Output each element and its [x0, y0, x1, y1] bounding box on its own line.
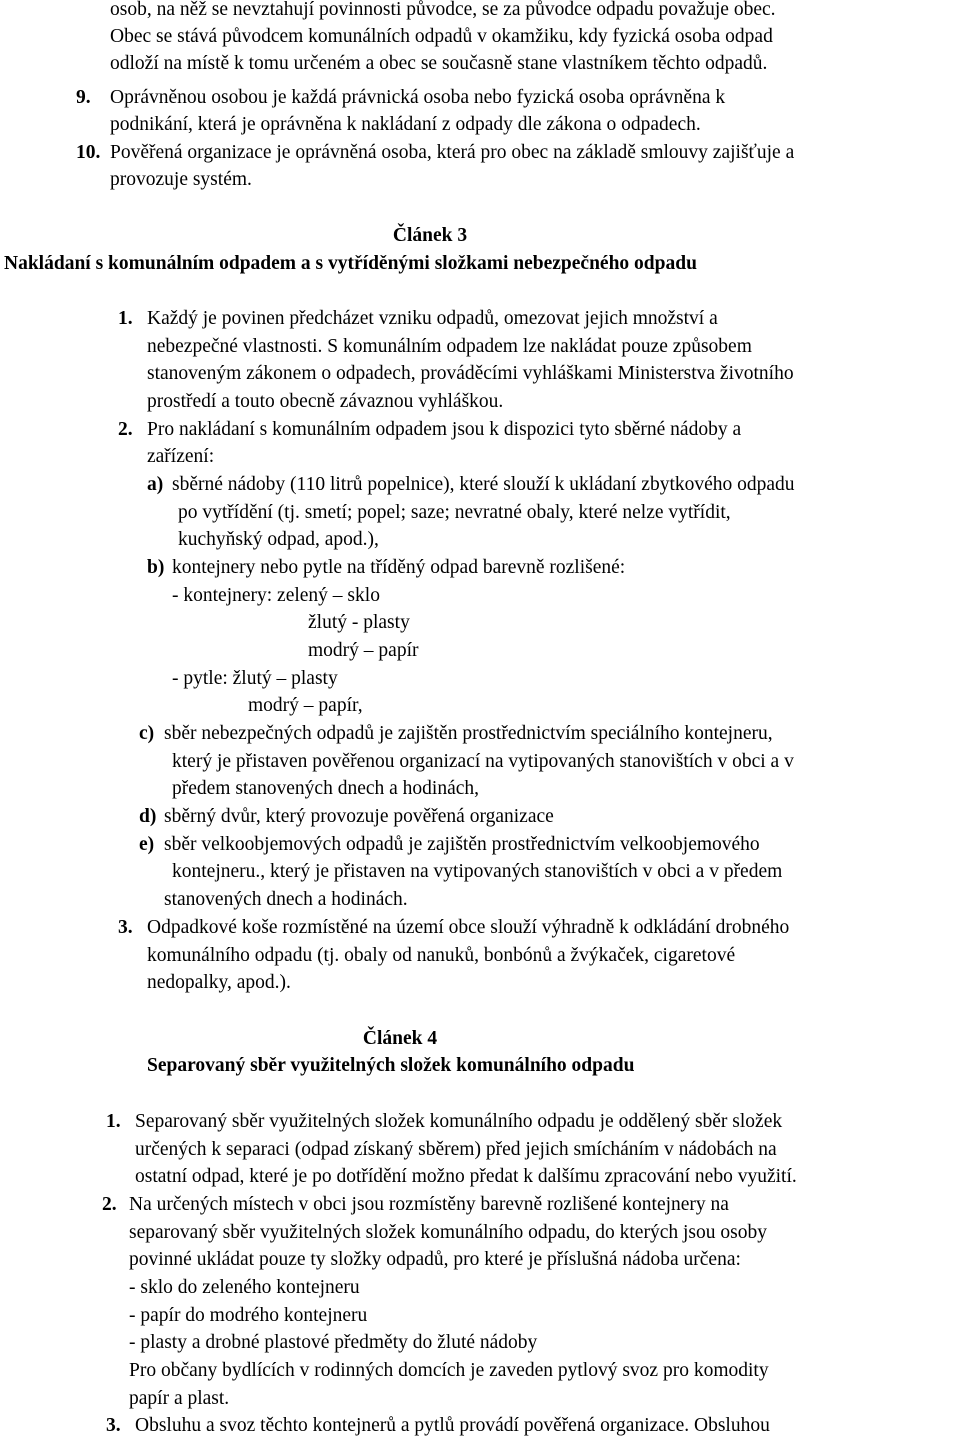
item-number: 1.: [118, 308, 133, 329]
list-line: - plasty a drobné plastové předměty do žluté nádoby: [129, 1332, 538, 1353]
paragraph-line: stanoveným zákonem o odpadech, prováděcími vyhláškami Ministerstva životního: [147, 363, 794, 384]
item-number: 3.: [106, 1415, 121, 1436]
paragraph-line: určených k separaci (odpad získaný sběrem) před jejich smícháním v nádobách na: [135, 1139, 777, 1160]
paragraph-line: po vytřídění (tj. smetí; popel; saze; nevratné obaly, které nelze vytřídit,: [178, 502, 731, 523]
item-number: 10.: [76, 142, 101, 163]
paragraph-line: Každý je povinen předcházet vzniku odpadů, omezovat jejich množství a: [147, 308, 718, 329]
paragraph-line: zařízení:: [147, 446, 215, 467]
subitem-label: d): [139, 806, 157, 827]
paragraph-line: nebezpečné vlastnosti. S komunálním odpadem lze nakládat pouze způsobem: [147, 336, 752, 357]
paragraph-line: papír a plast.: [129, 1388, 230, 1409]
article-subtitle: Separovaný sběr využitelných složek komunálního odpadu: [147, 1055, 635, 1076]
paragraph-line: prostředí a touto obecně závaznou vyhláškou.: [147, 391, 504, 412]
list-line: - kontejnery: zelený – sklo: [172, 585, 380, 606]
item-number: 1.: [106, 1111, 121, 1132]
paragraph-line: ostatní odpad, které je po dotřídění možno předat k dalšímu zpracování nebo využití.: [135, 1166, 797, 1187]
paragraph-line: kuchyňský odpad, apod.),: [178, 529, 379, 550]
paragraph-line: kontejneru., který je přistaven na vytipovaných stanovištích v obci a v předem: [172, 861, 783, 882]
paragraph-line: Oprávněnou osobou je každá právnická osoba nebo fyzická osoba oprávněna k: [110, 87, 726, 108]
item-number: 2.: [118, 419, 133, 440]
paragraph-line: odloží na místě k tomu určeném a obec se současně stane vlastníkem těchto odpadů.: [110, 53, 768, 74]
paragraph-line: sběr velkoobjemových odpadů je zajištěn prostřednictvím velkoobjemového: [164, 834, 760, 855]
paragraph-line: osob, na něž se nevztahují povinnosti původce, se za původce odpadu považuje obec.: [110, 0, 776, 20]
list-line: žlutý - plasty: [308, 612, 410, 633]
paragraph-line: provozuje systém.: [110, 169, 252, 190]
subitem-label: c): [139, 723, 155, 744]
paragraph-line: sběr nebezpečných odpadů je zajištěn prostřednictvím speciálního kontejneru,: [164, 723, 773, 744]
paragraph-line: komunálního odpadu (tj. obaly od nanuků, bonbónů a žvýkaček, cigaretové: [147, 945, 736, 966]
list-line: - pytle: žlutý – plasty: [172, 668, 338, 689]
list-line: modrý – papír,: [248, 695, 363, 716]
paragraph-line: podnikání, která je oprávněna k nakládaní z odpady dle zákona o odpadech.: [110, 114, 701, 135]
paragraph-line: Pro občany bydlících v rodinných domcích je zaveden pytlový svoz pro komodity: [129, 1360, 769, 1381]
subitem-label: b): [147, 557, 165, 578]
list-line: modrý – papír: [308, 640, 419, 661]
paragraph-line: sběrný dvůr, který provozuje pověřená organizace: [164, 806, 554, 827]
paragraph-line: separovaný sběr využitelných složek komunálního odpadu, do kterých jsou osoby: [129, 1222, 767, 1243]
list-line: - sklo do zeleného kontejneru: [129, 1277, 360, 1298]
list-line: - papír do modrého kontejneru: [129, 1305, 368, 1326]
paragraph-line: Separovaný sběr využitelných složek komunálního odpadu je oddělený sběr složek: [135, 1111, 783, 1132]
paragraph-line: předem stanovených dnech a hodinách,: [172, 778, 480, 799]
paragraph-line: který je přistaven pověřenou organizací na vytipovaných stanovištích v obci a v: [172, 751, 794, 772]
item-number: 3.: [118, 917, 133, 938]
paragraph-line: kontejnery nebo pytle na tříděný odpad barevně rozlišené:: [172, 557, 626, 578]
paragraph-line: povinné ukládat pouze ty složky odpadů, pro které je příslušná nádoba určena:: [129, 1249, 741, 1270]
item-number: 9.: [76, 87, 91, 108]
subitem-label: a): [147, 474, 164, 495]
paragraph-line: Pověřená organizace je oprávněná osoba, která pro obec na základě smlouvy zajišťuje a: [110, 142, 795, 163]
article-title: Článek 4: [362, 1028, 438, 1049]
paragraph-line: nedopalky, apod.).: [147, 972, 291, 993]
paragraph-line: Na určených místech v obci jsou rozmístěny barevně rozlišené kontejnery na: [129, 1194, 729, 1215]
subitem-label: e): [139, 834, 155, 855]
paragraph-line: Obsluhu a svoz těchto kontejnerů a pytlů provádí pověřená organizace. Obsluhou: [135, 1415, 770, 1436]
paragraph-line: Pro nakládaní s komunálním odpadem jsou k dispozici tyto sběrné nádoby a: [147, 419, 742, 440]
paragraph-line: Obec se stává původcem komunálních odpadů v okamžiku, kdy fyzická osoba odpad: [110, 26, 773, 47]
article-title: Článek 3: [392, 225, 468, 246]
paragraph-line: stanovených dnech a hodinách.: [164, 889, 408, 910]
article-subtitle: Nakládaní s komunálním odpadem a s vytříděnými složkami nebezpečného odpadu: [4, 253, 697, 274]
item-number: 2.: [102, 1194, 117, 1215]
paragraph-line: Odpadkové koše rozmístěné na území obce slouží výhradně k odkládání drobného: [147, 917, 790, 938]
paragraph-line: sběrné nádoby (110 litrů popelnice), které slouží k ukládaní zbytkového odpadu: [172, 474, 795, 495]
